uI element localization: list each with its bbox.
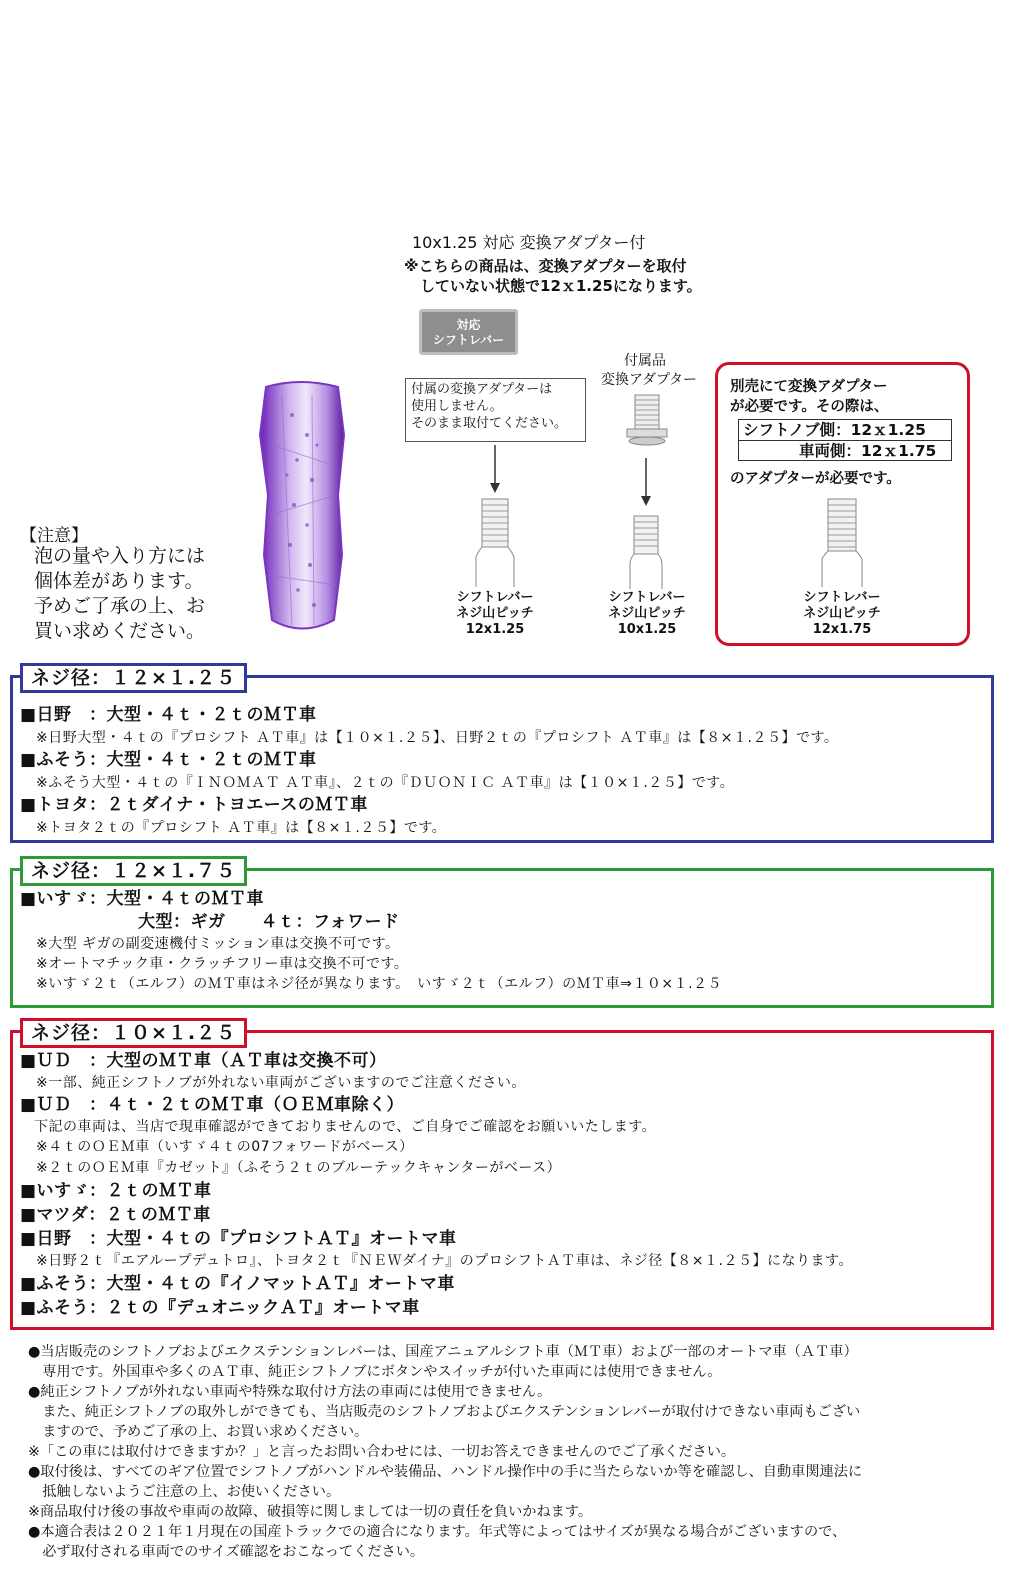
shift-knob-image — [252, 375, 352, 645]
footer-notes — [28, 1342, 862, 1562]
badge-line-2: シフトレバー — [432, 333, 505, 347]
vehicle-line: ■日野 ：大型・４ｔの『プロシフトＡＴ』オートマ車 — [20, 1229, 457, 1249]
footer-line: ますので、予めご了承の上、お買い求めください。 — [28, 1424, 369, 1440]
vehicle-line: ■ＵＤ ：大型のＭＴ車（ＡＴ車は交換不可） — [20, 1051, 387, 1071]
separate-note-text — [730, 377, 888, 417]
spec-row-vehicle-side: 車両側：12ｘ1.75 — [739, 440, 951, 461]
note-line: ※４ｔのＯＥＭ車（いすゞ４ｔの07フォワードがベース） — [36, 1139, 414, 1155]
thread-12x125-tag: ネジ径：１２×１.２５ — [20, 663, 247, 693]
header-note-2: していない状態で12ｘ1.25になります。 — [420, 277, 702, 295]
badge-line-1: 対応 — [456, 318, 481, 332]
note-line: ※日野２ｔ『エアループデュトロ』、トヨタ２ｔ『ＮＥＷダイナ』のプロシフトＡＴ車は、ネジ径【８×１.２５】になります。 — [36, 1253, 853, 1269]
shift-lever-icon — [622, 514, 672, 589]
adapter-icon — [625, 393, 669, 448]
caption-line: ネジ山ピッチ — [608, 606, 686, 621]
footer-line: また、純正シフトノブの取外しができても、当店販売のシフトノブおよびエクステンションレバーが取付けできない車両もござい — [28, 1404, 861, 1420]
note-line: ※トヨタ２ｔの『プロシフト ＡＴ車』は【８×１.２５】です。 — [36, 819, 447, 836]
shift-lever-icon — [470, 497, 520, 587]
no-adapter-note — [405, 378, 586, 442]
vehicle-line: ■いすゞ：２ｔのＭＴ車 — [20, 1181, 212, 1201]
caution-line: 泡の量や入り方には — [34, 545, 206, 567]
note-line: そのまま取付てください。 — [411, 416, 568, 431]
caption-line: ネジ山ピッチ — [456, 606, 534, 621]
caption-line: シフトレバー — [608, 590, 686, 605]
caption-line: 10x1.25 — [617, 622, 677, 637]
note-line: 下記の車両は、当店で現車確認ができておりませんので、ご自身でご確認をお願いいたします。 — [34, 1119, 657, 1135]
caption-line: シフトレバー — [803, 590, 881, 605]
footer-line: ●当店販売のシフトノブおよびエクステンションレバーは、国産アニュアルシフト車（ＭＴ車）および一部のオートマ車（ＡＴ車） — [28, 1344, 858, 1360]
note-line: 使用しません。 — [411, 399, 503, 414]
header-title: 10x1.25 対応 変換アダプター付 — [412, 233, 646, 252]
caution-line: 予めご了承の上、お — [34, 595, 206, 617]
caption-line: 12x1.75 — [812, 622, 872, 637]
thread-12x175-tag: ネジ径：１２×１.７５ — [20, 856, 247, 886]
vehicle-line: ■ＵＤ ：４ｔ・２ｔのＭＴ車（ＯＥＭ車除く） — [20, 1095, 405, 1115]
note-line: ※日野大型・４ｔの『プロシフト ＡＴ車』は【１０×１.２５】、日野２ｔの『プロシフト ＡＴ車』は【８×１.２５】です。 — [36, 729, 839, 746]
caption-line: 12x1.25 — [465, 622, 525, 637]
vehicle-line: ■ふそう：２ｔの『デュオニックＡＴ』オートマ車 — [20, 1298, 420, 1318]
spec-row-knob-side: シフトノブ側：12ｘ1.25 — [743, 421, 926, 439]
caption-line: ネジ山ピッチ — [803, 606, 881, 621]
vehicle-line: ■いすゞ：大型・４ｔのＭＴ車 — [20, 889, 265, 909]
footer-line: ●純正シフトノブが外れない車両や特殊な取付け方法の車両には使用できません。 — [28, 1384, 552, 1400]
note-line: ※いすゞ２ｔ（エルフ）のＭＴ車はネジ径が異なります。 いすゞ２ｔ（エルフ）のＭＴ車⇒１０×１.２５ — [36, 976, 723, 992]
separate-adapter-box — [715, 362, 970, 646]
footer-line: ※「この車には取付けできますか？」と言ったお問い合わせには、一切お答えできませんのでご了承ください。 — [28, 1444, 736, 1460]
vehicle-line: 大型：ギガ ４ｔ：フォワード — [138, 912, 400, 932]
lever-caption-12x1.25 — [445, 590, 545, 638]
footer-line: 抵触しないようご注意の上、お使いください。 — [28, 1484, 341, 1500]
note-line: ※ふそう大型・４ｔの『ＩＮＯＭＡＴ ＡＴ車』、２ｔの『ＤＵＯＮＩＣ ＡＴ車』は【１０×１.２５】です。 — [36, 774, 735, 791]
thread-12x175-list — [20, 888, 722, 994]
adapter-spec-table — [738, 419, 952, 461]
caution-line: 個体差があります。 — [34, 570, 204, 592]
vehicle-line: ■日野 ：大型・４ｔ・２ｔのＭＴ車 — [20, 705, 317, 725]
note-line: 付属の変換アダプターは — [411, 382, 553, 397]
caution-line: 買い求めください。 — [34, 620, 206, 642]
accessory-label-line: 変換アダプター — [601, 372, 698, 388]
note-line: のアダプターが必要です。 — [730, 471, 901, 487]
shift-lever-icon — [818, 497, 868, 587]
lever-caption-12x1.75 — [792, 590, 892, 638]
note-line: 別売にて変換アダプター — [730, 379, 888, 395]
caution-heading: 【注意】 — [20, 526, 88, 546]
accessory-label-line: 付属品 — [624, 353, 666, 369]
thread-12x125-list — [20, 704, 838, 839]
thread-10x125-tag: ネジ径：１０×１.２５ — [20, 1018, 247, 1048]
thread-10x125-list — [20, 1050, 853, 1320]
footer-line: 必ず取付される車両でのサイズ確認をおこなってください。 — [28, 1544, 425, 1560]
vehicle-line: ■マツダ：２ｔのＭＴ車 — [20, 1205, 211, 1225]
footer-line: ※商品取付け後の事故や車両の故障、破損等に関しましては一切の責任を負いかねます。 — [28, 1504, 593, 1520]
caption-line: シフトレバー — [456, 590, 534, 605]
caution-body — [34, 544, 205, 644]
footer-line: ●取付後は、すべてのギア位置でシフトノブがハンドルや装備品、ハンドル操作中の手に当たらないか等を確認し、自動車関連法に — [28, 1464, 863, 1480]
down-arrow-icon — [485, 445, 505, 495]
compatible-lever-badge — [419, 309, 518, 355]
footer-line: ●本適合表は２０２１年１月現在の国産トラックでの適合になります。年式等によってはサイズが異なる場合がございますので、 — [28, 1524, 847, 1540]
footer-line: 専用です。外国車や多くのＡＴ車、純正シフトノブにボタンやスイッチが付いた車両には使用できません。 — [28, 1364, 722, 1380]
lever-caption-10x1.25 — [597, 590, 697, 638]
note-line: が必要です。その際は、 — [730, 399, 889, 415]
header-note-1: ※こちらの商品は、変換アダプターを取付 — [404, 257, 687, 275]
vehicle-line: ■トヨタ：２ｔダイナ・トヨエースのＭＴ車 — [20, 795, 368, 815]
note-line: ※大型 ギガの副変速機付ミッション車は交換不可です。 — [36, 936, 400, 952]
note-line: ※オートマチック車・クラッチフリー車は交換不可です。 — [36, 956, 409, 972]
vehicle-line: ■ふそう：大型・４ｔ・２ｔのＭＴ車 — [20, 750, 317, 770]
down-arrow-icon — [636, 458, 656, 508]
vehicle-line: ■ふそう：大型・４ｔの『イノマットＡＴ』オートマ車 — [20, 1274, 455, 1294]
note-line: ※２ｔのＯＥＭ車『カゼット』（ふそう２ｔのブルーテックキャンターがベース） — [36, 1160, 562, 1176]
note-line: ※一部、純正シフトノブが外れない車両がございますのでご注意ください。 — [36, 1075, 526, 1091]
accessory-adapter-label — [601, 352, 698, 390]
